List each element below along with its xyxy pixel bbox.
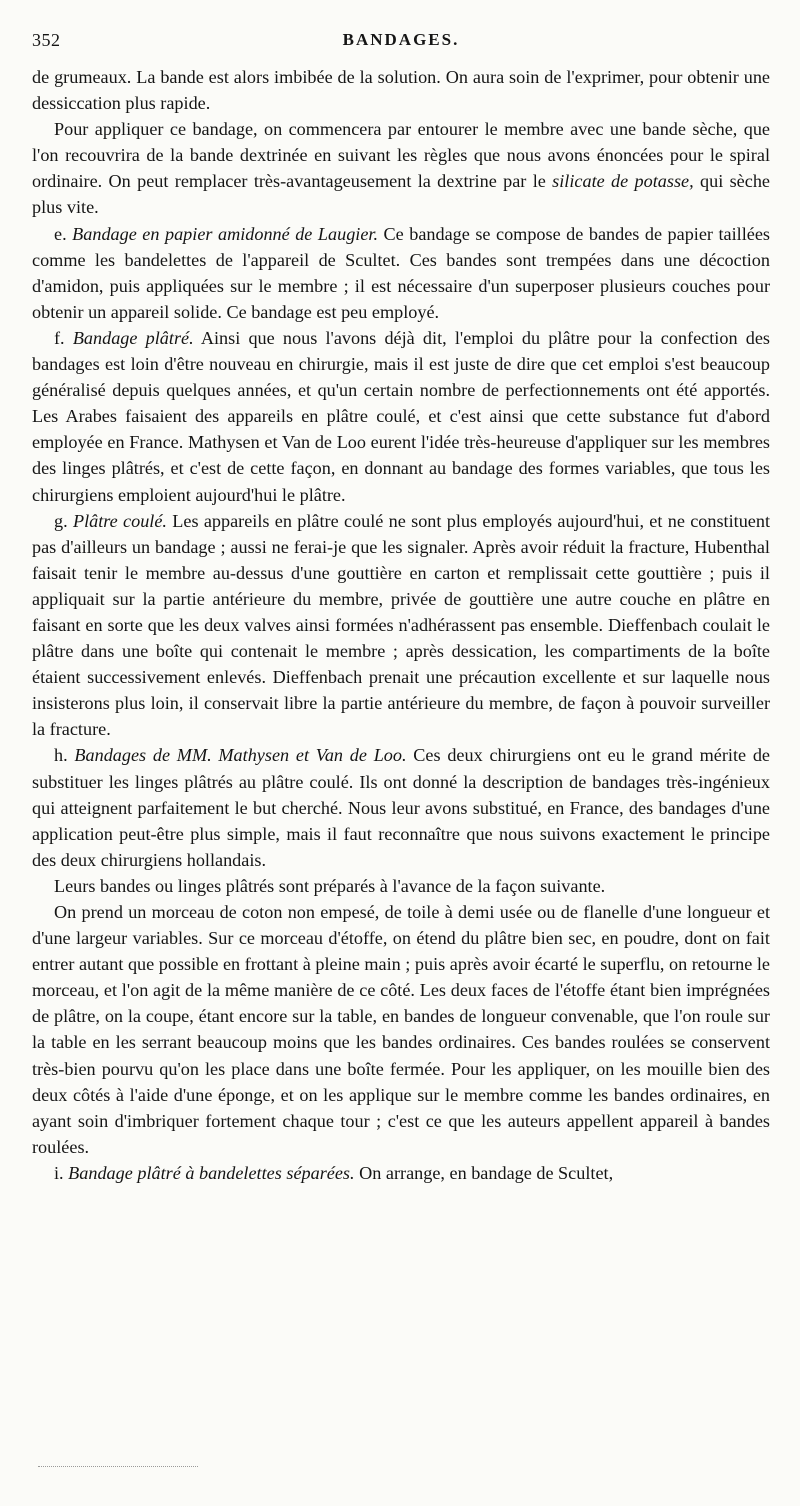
section-g <box>32 508 770 743</box>
section-label: e. <box>54 223 67 244</box>
page-number: 352 <box>32 30 61 50</box>
paragraph-text: Leurs bandes ou linges plâtrés sont préparés à l'avance de la façon suivante. <box>54 875 606 896</box>
paragraph-preparation <box>32 899 770 1160</box>
paragraph-text: Pour appliquer ce bandage, on commencera par entourer le membre avec une bande sèche, que l'on recouvrira de la bande dextrinée en suivant les règles que nous avons énoncées pour le spiral ordinaire. On peut remplacer très-avantageusement la dextrine par le <box>32 119 770 192</box>
section-heading: Bandage plâtré à bandelettes séparées. <box>68 1162 355 1183</box>
section-label: i. <box>54 1162 64 1183</box>
paragraph-text: On prend un morceau de coton non empesé, de toile à demi usée ou de flanelle d'une longueur et d'une largeur variables. Sur ce morceau d'étoffe, on étend du plâtre bien sec, en poudre, dont on fait entrer autant que possible en frottant à pleine main ; puis après avoir écarté le superflu, on retourne le morceau, et l'on agit de la même manière de ce côté. Les deux faces de l'étoffe étant bien imprégnées de plâtre, on la coupe, étant encore sur la table, en bandes de longueur convenable, que l'on roule sur la table en les serrant beaucoup moins que les bandes ordinaires. Ces bandes roulées se conservent très-bien pourvu qu'on les place dans une boîte fermée. Pour les appliquer, on les mouille bien des deux côtés à l'aide d'une éponge, et on les applique sur le membre comme les bandes ordinaires, en ayant soin d'imbriquer fortement chaque tour ; c'est ce que les auteurs appellent appareil à bandes roulées. <box>32 902 770 1157</box>
page-header <box>32 30 770 54</box>
section-heading: Bandage plâtré. <box>72 327 194 348</box>
section-i <box>32 1160 770 1186</box>
paragraph-application <box>32 116 770 220</box>
section-label: f. <box>54 327 65 348</box>
section-heading: Bandage en papier amidonné de Laugier. <box>72 223 379 244</box>
section-h <box>32 742 770 872</box>
section-text: Les appareils en plâtre coulé ne sont plus employés aujourd'hui, et ne constituent pas d'ailleurs un bandage ; aussi ne ferai-je que les signaler. Après avoir réduit la fracture, Hubenthal faisait tenir le membre au-dessus d'une gouttière en carton et remplissait cette gouttière ; puis il appliquait sur la partie antérieure du membre, privée de gouttière une autre couche en plâtre en faisant en sorte que les deux valves ainsi formées n'adhérassent pas ensemble. Dieffenbach coulait le plâtre dans une boîte qui contenait le membre ; après dessication, les compartiments de la boîte étaient successivement enlevés. Dieffenbach prenait une précaution excellente et sur laquelle nous insisterons plus loin, il conservait libre la partie antérieure du membre, de façon à pouvoir surveiller la fracture. <box>32 510 771 740</box>
section-e <box>32 221 770 325</box>
paragraph-continuation <box>32 64 770 116</box>
section-label: h. <box>54 745 68 766</box>
section-text: On arrange, en bandage de Scultet, <box>354 1162 614 1183</box>
section-heading: Plâtre coulé. <box>72 510 167 531</box>
running-title: BANDAGES. <box>342 30 460 49</box>
section-label: g. <box>54 510 68 531</box>
section-text: Ainsi que nous l'avons déjà dit, l'emploi du plâtre pour la confection des bandages est loin d'être nouveau en chirurgie, mais il est juste de dire que cet emploi s'est beaucoup généralisé depuis quelques années, et qu'un certain nombre de perfectionnements ont été apportés. Les Arabes faisaient des appareils en plâtre coulé, et c'est ainsi que cette substance fut d'abord employée en France. Mathysen et Van de Loo eurent l'idée très-heureuse d'appliquer sur les membres des linges plâtrés, et c'est de cette façon, en donnant au bandage des formes variables, que tous les chirurgiens emploient aujourd'hui le plâtre. <box>32 327 770 505</box>
body-text <box>32 64 770 1186</box>
footer-dotted-rule <box>38 1466 198 1467</box>
paragraph-text: qui sèche plus vite. <box>32 171 770 218</box>
section-text: Ce bandage se compose de bandes de papier taillées comme les bandelettes de l'appareil de Scultet. Ces bandes sont trempées dans une décoction d'amidon, puis appliquées sur le membre ; il est nécessaire d'un superposer plusieurs couches pour obtenir un appareil solide. Ce bandage est peu employé. <box>32 223 771 322</box>
paragraph-preparation-intro <box>32 873 770 899</box>
emphasis-silicate: silicate de potasse, <box>552 171 694 192</box>
section-text: Ces deux chirurgiens ont eu le grand mérite de substituer les linges plâtrés au plâtre coulé. Ils ont donné la description de bandages très-ingénieux qui atteignent parfaitement le but cherché. Nous leur avons substitué, en France, des bandages d'une application peut-être plus simple, mais il faut reconnaître que nous suivons exactement le principe des deux chirurgiens hollandais. <box>32 745 771 870</box>
section-heading: Bandages de MM. Mathysen et Van de Loo. <box>74 745 407 766</box>
paragraph-text: de grumeaux. La bande est alors imbibée de la solution. On aura soin de l'exprimer, pour obtenir une dessiccation plus rapide. <box>32 67 770 114</box>
section-f <box>32 325 770 508</box>
